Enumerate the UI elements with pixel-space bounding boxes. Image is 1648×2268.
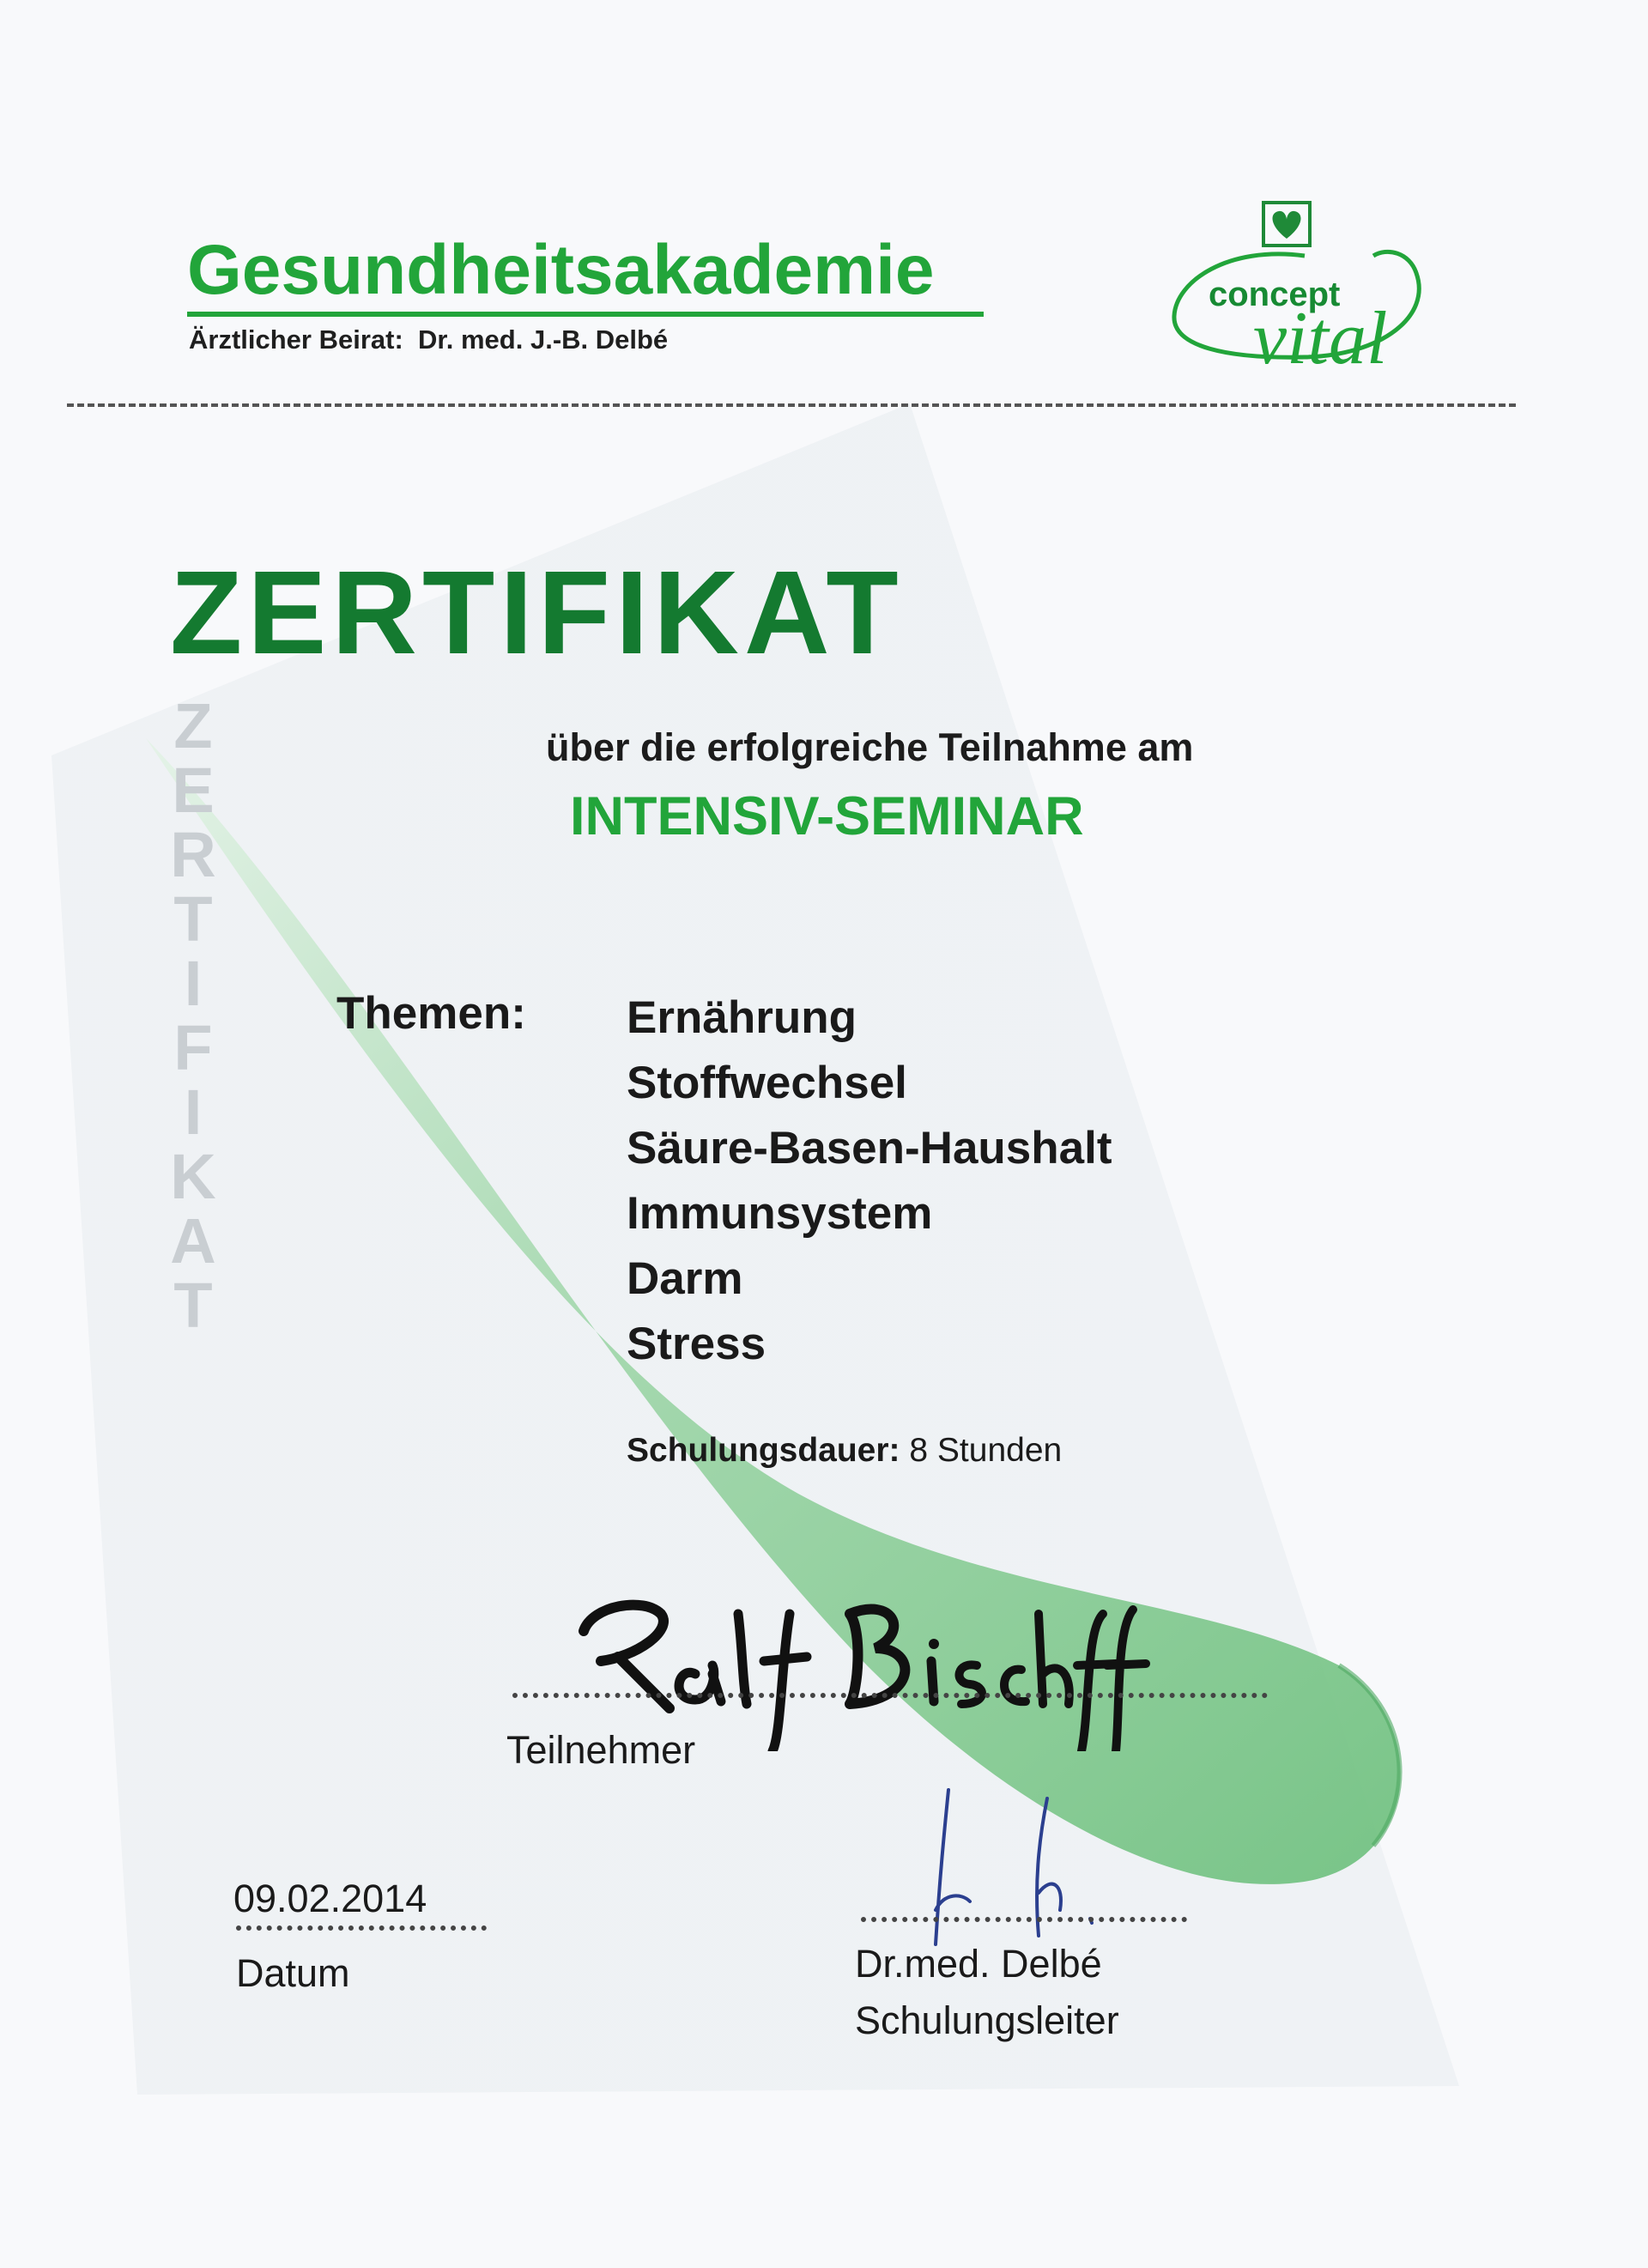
date-label: Datum bbox=[236, 1951, 350, 1995]
leader-name: Dr.med. Delbé bbox=[855, 1942, 1102, 1986]
vertical-letter: Z bbox=[173, 690, 213, 761]
logo-text-bottom: vital bbox=[1253, 297, 1388, 380]
topic-item: Säure-Basen-Haushalt bbox=[627, 1123, 1112, 1173]
date-value: 09.02.2014 bbox=[233, 1877, 427, 1920]
topics-list bbox=[627, 985, 1112, 1377]
duration-label: Schulungsdauer: bbox=[627, 1432, 900, 1469]
topic-item: Ernährung bbox=[627, 992, 857, 1043]
intro-text: über die erfolgreiche Teilnahme am bbox=[546, 725, 1194, 769]
topic-item: Stress bbox=[627, 1319, 766, 1369]
vertical-letter: T bbox=[173, 883, 213, 955]
advisor-label: Ärztlicher Beirat: bbox=[189, 324, 403, 355]
vertical-letter: E bbox=[172, 755, 215, 826]
vertical-letter: T bbox=[173, 1270, 213, 1341]
vertical-letter: R bbox=[170, 819, 216, 890]
header-divider bbox=[67, 403, 1516, 407]
org-name: Gesundheitsakademie bbox=[187, 231, 935, 309]
date-line bbox=[236, 1925, 487, 1931]
vertical-letter: I bbox=[184, 948, 203, 1019]
duration-value: 8 Stunden bbox=[909, 1432, 1063, 1469]
concept-vital-logo bbox=[1159, 196, 1442, 385]
vertical-letter: F bbox=[173, 1012, 213, 1083]
seminar-name: INTENSIV-SEMINAR bbox=[570, 786, 1084, 846]
topics-label: Themen: bbox=[336, 988, 526, 1039]
logo-text-top: concept bbox=[1209, 276, 1341, 313]
certificate-title: ZERTIFIKAT bbox=[170, 547, 904, 679]
advisor-line bbox=[189, 324, 668, 355]
leader-signature-line bbox=[861, 1917, 1187, 1922]
advisor-name: Dr. med. J.-B. Delbé bbox=[418, 324, 669, 355]
vertical-letter: A bbox=[170, 1205, 216, 1277]
vertical-letter: I bbox=[184, 1076, 203, 1148]
topic-item: Immunsystem bbox=[627, 1188, 933, 1239]
topic-item: Stoffwechsel bbox=[627, 1058, 907, 1108]
topic-item: Darm bbox=[627, 1253, 743, 1304]
leader-signature bbox=[893, 1781, 1150, 1953]
duration-line bbox=[627, 1432, 1062, 1470]
vertical-letter: K bbox=[170, 1141, 216, 1212]
leader-role: Schulungsleiter bbox=[855, 1998, 1119, 2042]
participant-label: Teilnehmer bbox=[506, 1728, 696, 1772]
participant-signature-line bbox=[512, 1693, 1268, 1698]
participant-signature bbox=[566, 1580, 1150, 1751]
vertical-watermark-title bbox=[167, 690, 219, 1341]
org-underline bbox=[187, 312, 984, 317]
